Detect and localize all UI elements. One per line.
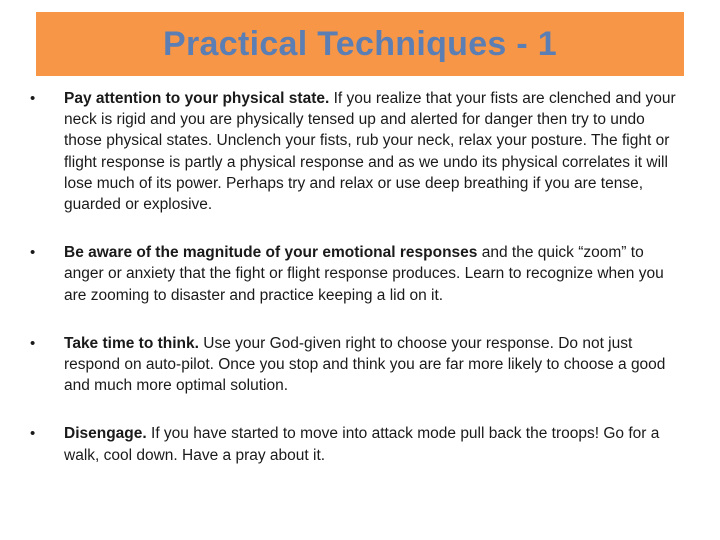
bullet-body-text: If you have started to move into attack mode pull back the troops! Go for a walk, cool down. Have a pray about it. [64, 425, 660, 464]
bullet-item-physical-state [30, 88, 680, 215]
bullet-body-text: If you realize that your fists are clenched and your neck is rigid and you are physically tensed up and alerted for danger then try to undo those physical states. Unclench your fists, rub your neck, relax your posture. The fight or flight response is partly a physical response and as we undo its physical correlates it will lose much of its power. Perhaps try and relax or use deep breathing if you are tense, guarded or explosive. [64, 90, 676, 214]
bullet-item-time-to-think [30, 333, 680, 397]
bullet-icon: • [30, 244, 36, 262]
bullet-icon: • [30, 425, 36, 443]
bullet-item-disengage [30, 423, 680, 465]
bullet-body-text: and the quick “zoom” to anger or anxiety that the fight or flight response produces. Learn to recognize when you are zooming to disaster and practice keeping a lid on it. [64, 244, 664, 304]
bullet-lead-text: Be aware of the magnitude of your emotional responses [64, 244, 478, 262]
bullet-body-text: Use your God-given right to choose your response. Do not just respond on auto-pilot. Once you stop and think you are far more likely to choose a good and much more optimal solution. [64, 334, 666, 395]
bullet-item-emotional-magnitude [30, 242, 680, 306]
bullet-lead-text: Pay attention to your physical state. [64, 90, 330, 107]
bullet-icon: • [30, 90, 36, 107]
title-bar [36, 12, 684, 76]
slide-title: Practical Techniques - 1 [163, 24, 557, 63]
bullet-list [30, 88, 680, 493]
bullet-icon: • [30, 334, 36, 352]
bullet-lead-text: Disengage. [64, 425, 147, 443]
bullet-lead-text: Take time to think. [64, 334, 199, 352]
